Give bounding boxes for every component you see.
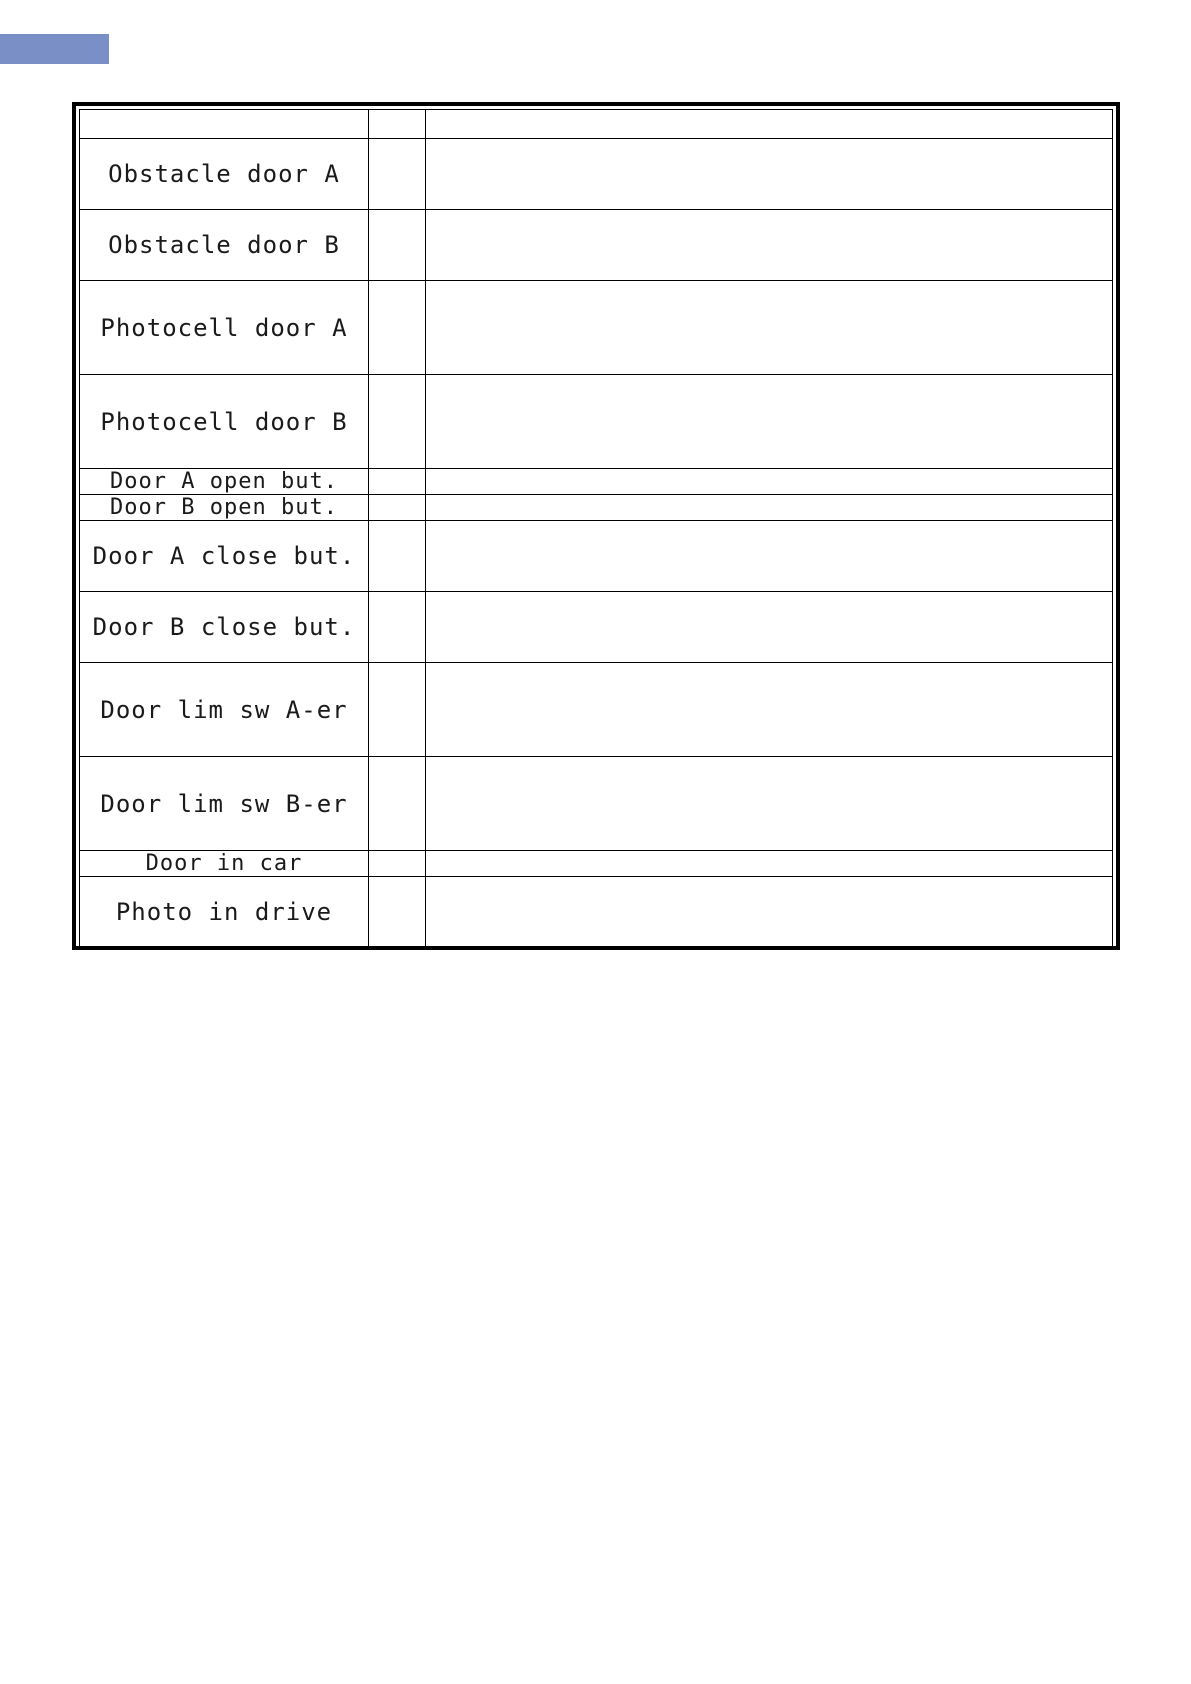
signal-table (79, 109, 1113, 948)
code-cell (369, 375, 426, 469)
name-cell: Door in car (80, 851, 369, 877)
name-cell: Obstacle door B (80, 210, 369, 281)
name-cell: Door A open but. (80, 469, 369, 495)
description-cell (426, 521, 1113, 592)
table-row (80, 281, 1113, 375)
signal-table-frame (72, 102, 1120, 950)
description-cell (426, 877, 1113, 948)
corner-tab (0, 34, 109, 64)
code-cell (369, 139, 426, 210)
table-row (80, 663, 1113, 757)
table-row (80, 757, 1113, 851)
table-row (80, 469, 1113, 495)
description-cell (426, 495, 1113, 521)
description-cell (426, 592, 1113, 663)
table-row (80, 375, 1113, 469)
code-cell (369, 851, 426, 877)
code-cell (369, 469, 426, 495)
code-cell (369, 110, 426, 139)
description-cell (426, 663, 1113, 757)
code-cell (369, 663, 426, 757)
table-header-row (80, 110, 1113, 139)
table-row (80, 851, 1113, 877)
code-cell (369, 281, 426, 375)
table-row (80, 210, 1113, 281)
name-cell: Door lim sw B-er (80, 757, 369, 851)
table-row (80, 495, 1113, 521)
description-cell (426, 469, 1113, 495)
table-row (80, 592, 1113, 663)
description-cell (426, 110, 1113, 139)
name-cell: Door B open but. (80, 495, 369, 521)
description-cell (426, 281, 1113, 375)
table-row (80, 139, 1113, 210)
code-cell (369, 210, 426, 281)
code-cell (369, 521, 426, 592)
name-cell (80, 110, 369, 139)
name-cell: Photocell door A (80, 281, 369, 375)
description-cell (426, 851, 1113, 877)
description-cell (426, 375, 1113, 469)
code-cell (369, 495, 426, 521)
name-cell: Door lim sw A-er (80, 663, 369, 757)
description-cell (426, 210, 1113, 281)
description-cell (426, 757, 1113, 851)
description-cell (426, 139, 1113, 210)
table-row (80, 877, 1113, 948)
code-cell (369, 877, 426, 948)
name-cell: Obstacle door A (80, 139, 369, 210)
code-cell (369, 592, 426, 663)
table-row (80, 521, 1113, 592)
name-cell: Door A close but. (80, 521, 369, 592)
name-cell: Photocell door B (80, 375, 369, 469)
name-cell: Photo in drive (80, 877, 369, 948)
code-cell (369, 757, 426, 851)
name-cell: Door B close but. (80, 592, 369, 663)
